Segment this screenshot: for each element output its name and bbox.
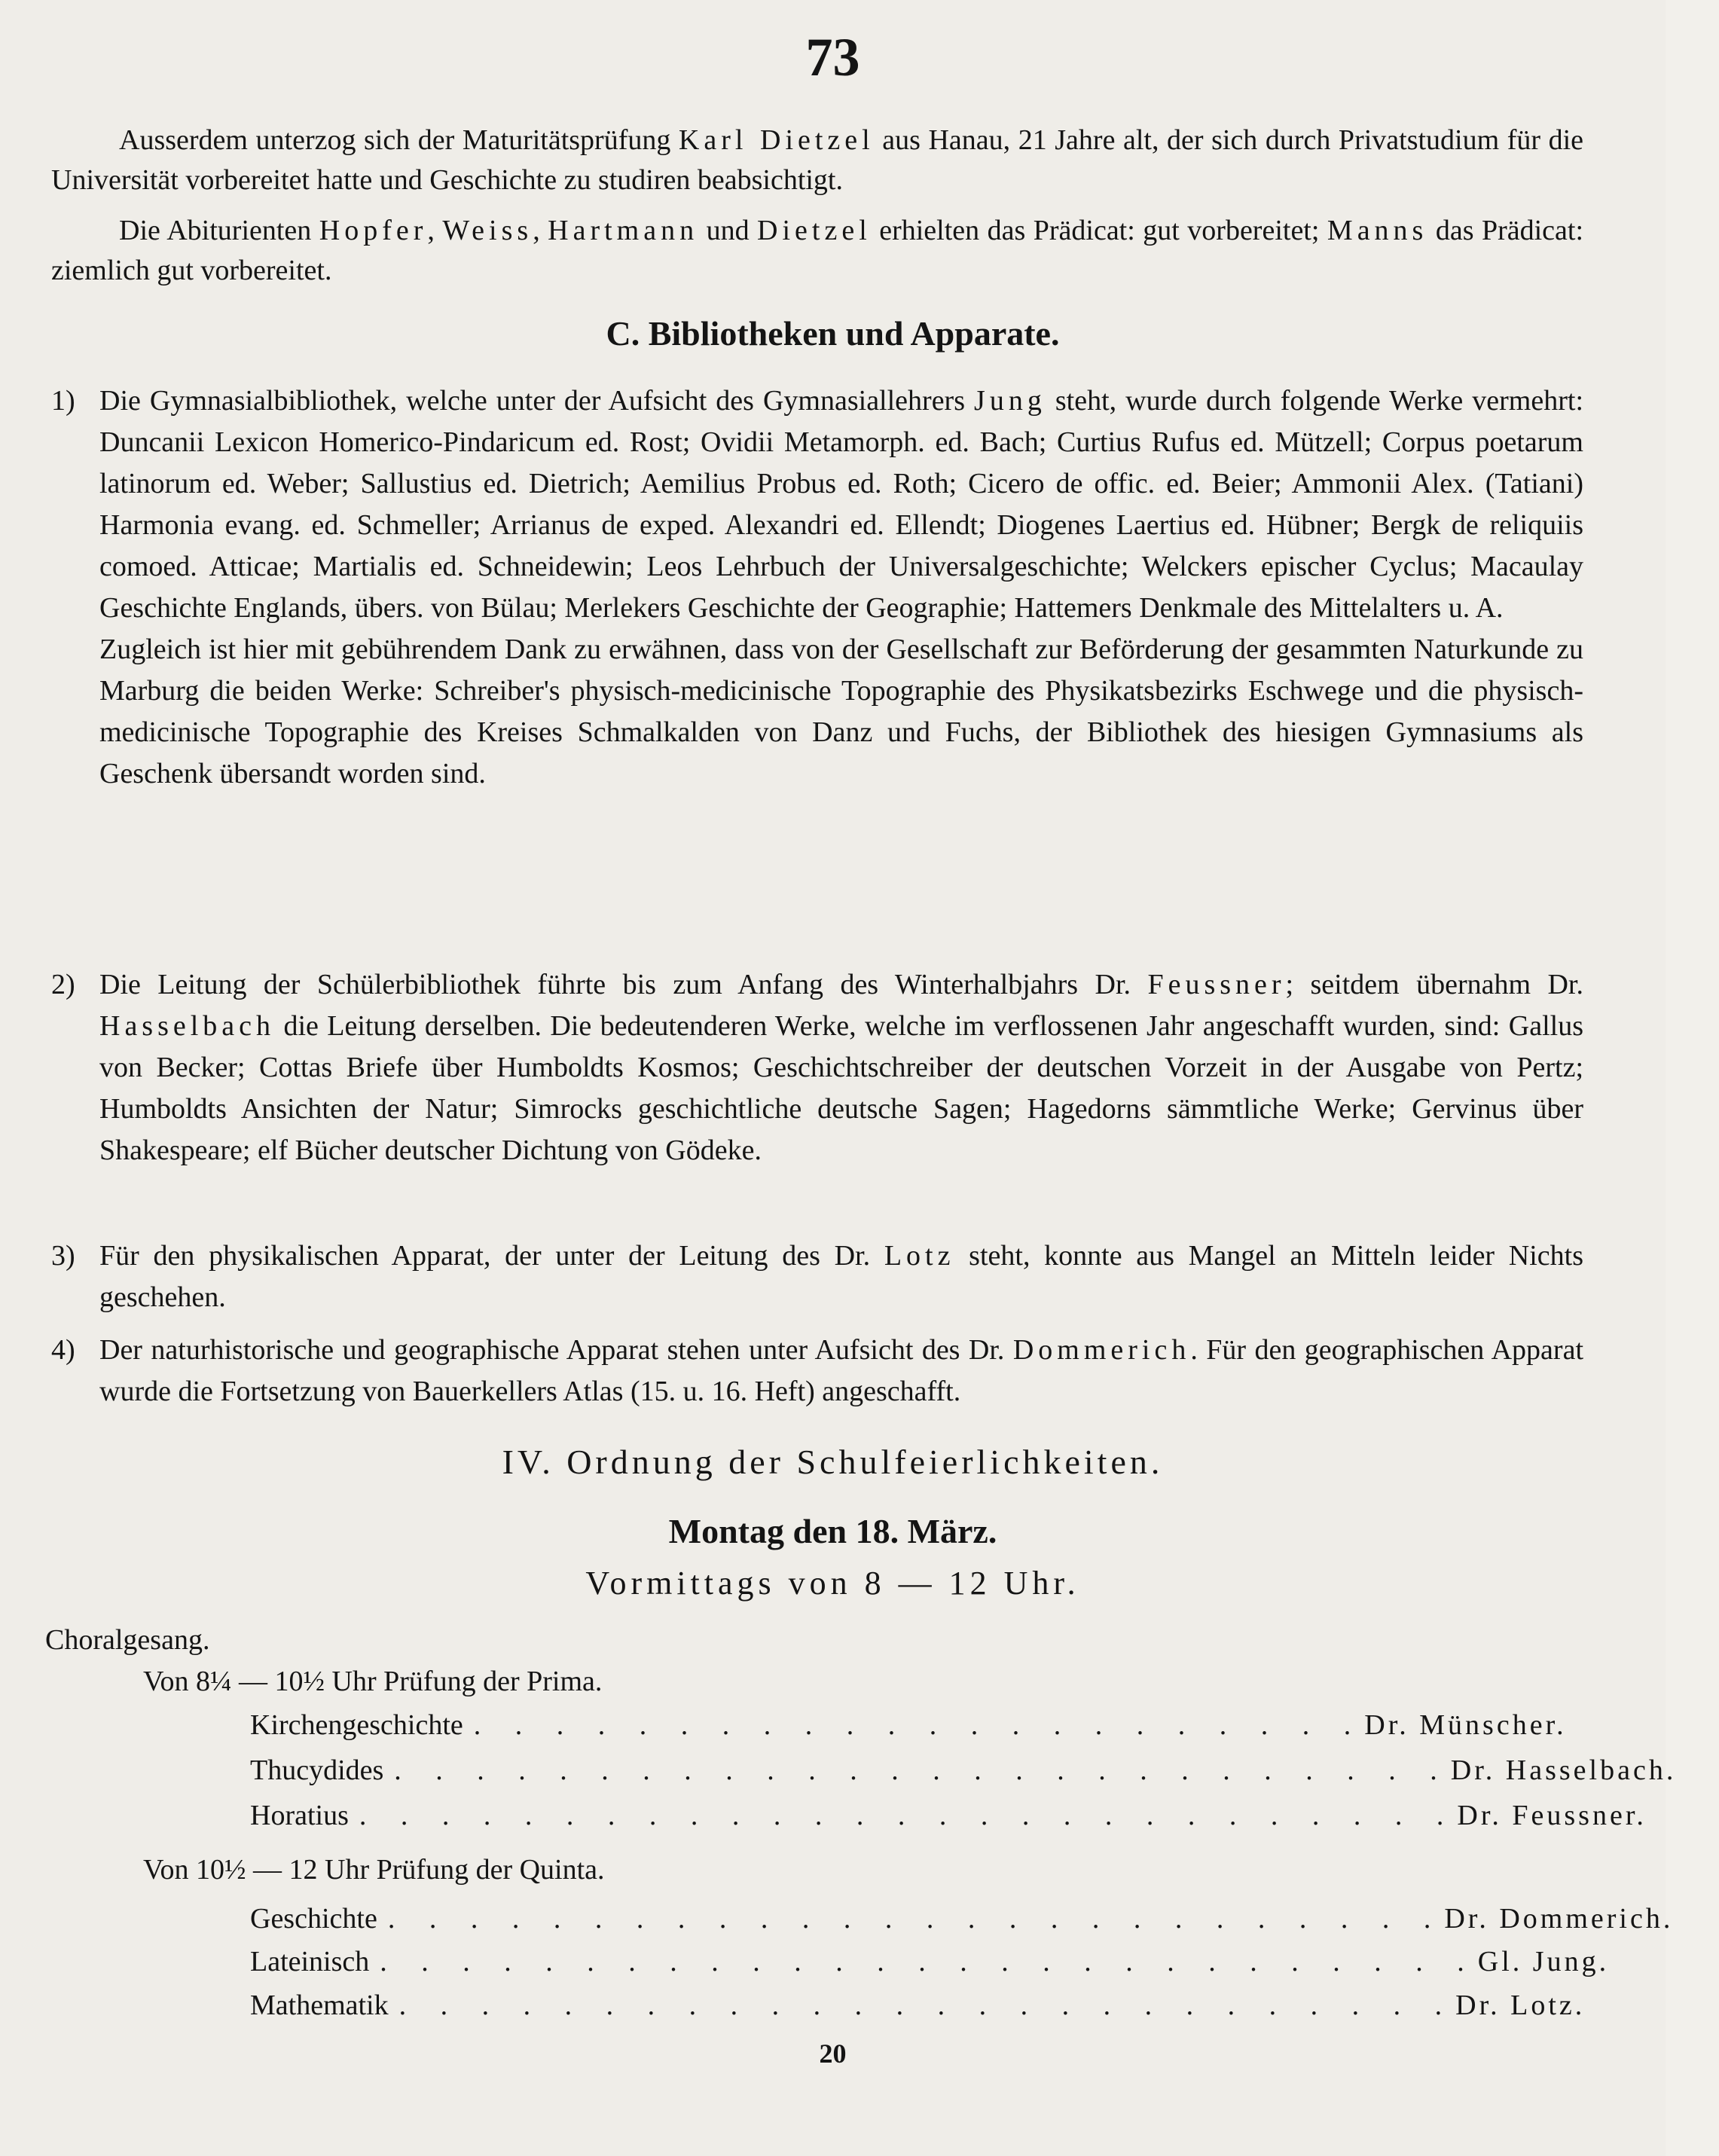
intro-paragraph-2 [51,211,1583,291]
section-heading-libraries: C. Bibliotheken und Apparate. [606,314,1060,353]
item-body [99,964,1583,1171]
item-text: . Für den geographischen Apparat wurde die Fortsetzung von Bauerkellers Atlas (15. u. 16. Heft) angeschafft. [99,1334,1583,1407]
item-number: 3) [51,1240,75,1272]
person-name: Hopfer [319,215,428,246]
schedule-subject: Geschichte [250,1903,377,1935]
dot-leader: . . . . . . . . . . . . . . . . . . . . . . . . . . [394,1754,1451,1786]
dot-leader: . . . . . . . . . . . . . . . . . . . . . . [473,1709,1365,1741]
schedule-teacher: Dr. Feussner. [1457,1800,1647,1831]
person-name: Hasselbach [99,1010,276,1042]
intro-text: Die Abiturienten [119,215,319,246]
item-number: 4) [51,1334,75,1366]
item-text: Für den physikalischen Apparat, der unter der Leitung des Dr. [99,1240,884,1272]
schedule-row [250,1799,1647,1832]
intro-text: erhielten das Prädicat: gut vorbereitet; [871,215,1327,246]
schedule-row [250,1945,1610,1978]
schedule-row [250,1902,1674,1935]
schedule-subject: Mathematik [250,1990,389,2021]
schedule-teacher: Dr. Lotz. [1455,1990,1586,2021]
person-name: Jung [974,385,1046,417]
intro-text: aus Hanau, 21 Jahre alt, der sich durch Privatstudium für die Universität vorbereitet hatte und Geschichte zu studiren beabsichtigt. [51,124,1584,196]
dot-leader: . . . . . . . . . . . . . . . . . . . . . . . . . . [398,1990,1456,2021]
schedule-teacher: Dr. Hasselbach. [1450,1754,1677,1786]
person-name: Dietzel [757,215,872,246]
opening-item: Choralgesang. [45,1624,210,1656]
ceremony-time: Vormittags von 8 — 12 Uhr. [585,1565,1080,1602]
item-number: 2) [51,969,75,1000]
person-name: Hartmann [548,215,699,246]
exam-block-title: Von 8¼ — 10½ Uhr Prüfung der Prima. [143,1666,603,1697]
dot-leader: . . . . . . . . . . . . . . . . . . . . . . . . . . . [359,1800,1458,1831]
schedule-row [250,1989,1586,2022]
exam-block-title: Von 10½ — 12 Uhr Prüfung der Quinta. [143,1854,605,1886]
ceremony-date: Montag den 18. März. [668,1512,997,1550]
item-number: 1) [51,385,75,417]
item-text: Die Leitung der Schülerbibliothek führte bis zum Anfang des Winterhalbjahrs Dr. [99,969,1148,1000]
item-text: Der naturhistorische und geographische Apparat stehen unter Aufsicht des Dr. [99,1334,1013,1366]
schedule-row [250,1709,1567,1742]
item-text: Die Gymnasialbibliothek, welche unter der Aufsicht des Gymnasiallehrers [99,385,975,417]
item-text: steht, konnte aus Mangel an Mitteln leider Nichts geschehen. [99,1240,1584,1313]
item-text: Zugleich ist hier mit gebührendem Dank zu erwähnen, dass von der Gesellschaft zur Beförderung der gesammten Naturkunde zu Marburg die beiden Werke: Schreiber's physisch-medicinische Topographie des Physikatsbezirks Eschwege und die physisch-medicinische Topographie des Kreises Schmalkalden von Danz und Fuchs, der Bibliothek des hiesigen Gymnasiums als Geschenk übersandt worden sind. [99,634,1583,789]
intro-text: , [533,215,548,246]
person-name: Manns [1327,215,1428,246]
intro-text: Ausserdem unterzog sich der Maturitätsprüfung [119,124,679,156]
item-body [99,1330,1583,1412]
intro-text: das Prädicat: ziemlich gut vorbereitet. [51,215,1584,286]
intro-text: , [427,215,443,246]
schedule-subject: Thucydides [250,1754,384,1786]
item-text: die Leitung derselben. Die bedeutenderen Werke, welche im verflossenen Jahr angeschafft wurden, sind: Gallus von Becker; Cottas Briefe über Humboldts Kosmos; Geschichtschreiber der deutschen Vorzeit in der Ausgabe von Pertz; Humboldts Ansichten der Natur; Simrocks geschichtliche deutsche Sagen; Hagedorns sämmtliche Werke; Gervinus über Shakespeare; elf Bücher deutscher Dichtung von Gödeke. [99,1010,1583,1166]
item-body-extra [99,629,1583,795]
schedule-teacher: Dr. Münscher. [1364,1709,1567,1741]
item-body [99,1235,1583,1318]
person-name: Feussner [1147,969,1286,1000]
person-name: Lotz [884,1240,955,1272]
library-item-4 [51,1330,1583,1412]
person-name: Karl Dietzel [678,124,875,156]
schedule-subject: Lateinisch [250,1946,370,1977]
dot-leader: . . . . . . . . . . . . . . . . . . . . . . . . . . [387,1903,1445,1935]
library-item-3 [51,1235,1583,1318]
signature-number: 20 [819,2038,847,2069]
item-text: steht, wurde durch folgende Werke vermehrt: Duncanii Lexicon Homerico-Pindaricum ed. Rost; Ovidii Metamorph. ed. Bach; Curtius Rufus ed. Mützell; Corpus poetarum latinorum ed. Weber; Sallustius ed. Dietrich; Aemilius Probus ed. Roth; Cicero de offic. ed. Beier; Ammonii Alex. (Tatiani) Harmonia evang. ed. Schmeller; Arrianus de exped. Alexandri ed. Ellendt; Diogenes Laertius ed. Hübner; Bergk de reliquiis comoed. Atticae; Martialis ed. Schneidewin; Leos Lehrbuch der Universalgeschichte; Welckers epischer Cyclus; Macaulay Geschichte Englands, übers. von Bülau; Merlekers Geschichte der Geographie; Hattemers Denkmale des Mittelalters u. A. [99,385,1583,624]
schedule-row [250,1754,1677,1787]
item-body [99,380,1583,629]
schedule-subject: Horatius [250,1800,349,1831]
person-name: Dommerich [1012,1334,1191,1366]
intro-paragraph-1 [51,121,1583,200]
item-text: ; seitdem übernahm Dr. [1285,969,1583,1000]
schedule-teacher: Dr. Dommerich. [1444,1903,1674,1935]
schedule-teacher: Gl. Jung. [1477,1946,1610,1977]
intro-text: und [698,215,758,246]
schedule-subject: Kirchengeschichte [250,1709,463,1741]
person-name: Weiss [442,215,533,246]
library-item-1 [51,380,1583,795]
section-heading-ceremonies: IV. Ordnung der Schulfeierlichkeiten. [502,1443,1164,1481]
library-item-2 [51,964,1583,1171]
dot-leader: . . . . . . . . . . . . . . . . . . . . . . . . . . . [380,1946,1478,1977]
page-number: 73 [805,27,860,87]
